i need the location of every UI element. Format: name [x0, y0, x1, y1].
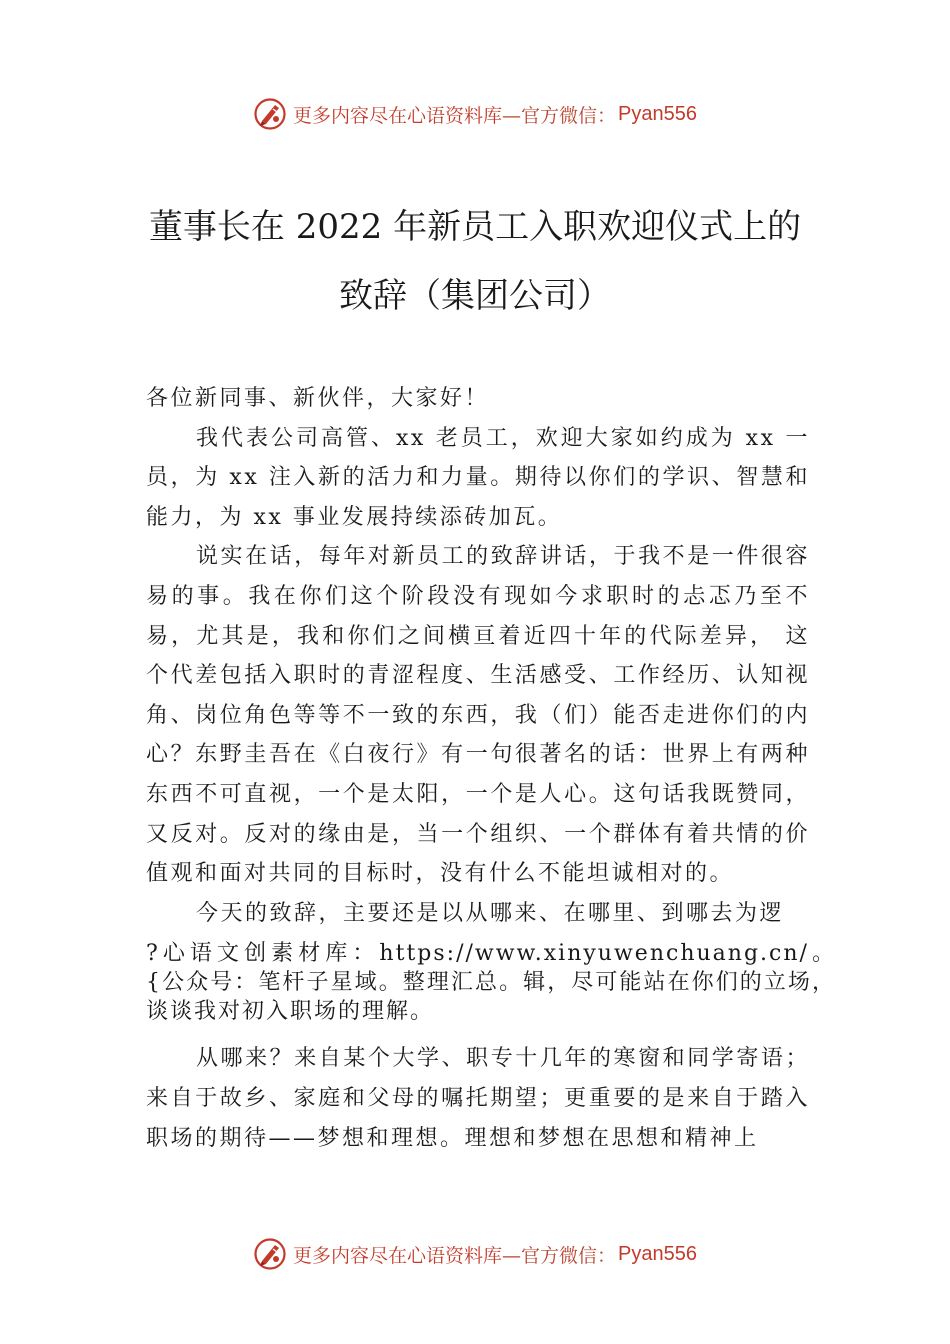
- pen-seal-logo-icon: [253, 97, 287, 131]
- paragraph-outline: 今天的致辞，主要还是以从哪来、在哪里、到哪去为逻: [196, 900, 785, 926]
- banner-account: Pyan556: [618, 102, 697, 125]
- banner-separator: —官方微信：: [502, 1244, 617, 1267]
- paragraph-welcome: 我代表公司高管、xx 老员工，欢迎大家如约成为 xx 一员，为 xx 注入新的活力和力量。期待以你们的学识、智慧和能力，为 xx 事业发展持续添砖加瓦。: [146, 425, 810, 530]
- document-title-line-1: 董事长在 2022 年新员工入职欢迎仪式上的: [148, 207, 802, 247]
- paragraph-outline-continued: ?心语文创素材库：https://www.xinyuwenchuang.cn/。{公众号：笔杆子星域。整理汇总。辑，尽可能站在你们的立场，谈谈我对初入职场的理解。: [146, 941, 836, 1025]
- greeting-paragraph: 各位新同事、新伙伴，大家好！: [146, 386, 490, 411]
- header-banner: [0, 94, 950, 134]
- document-body: [146, 379, 836, 1158]
- footer-banner: [0, 1234, 950, 1274]
- pen-seal-logo-icon: [253, 1237, 287, 1271]
- document-title-line-2: 致辞（集团公司）: [339, 276, 611, 316]
- paragraph-origin: 从哪来？来自某个大学、职专十几年的寒窗和同学寄语；来自于故乡、家庭和父母的嘱托期望；更重要的是来自于踏入职场的期待——梦想和理想。理想和梦想在思想和精神上: [146, 1046, 810, 1151]
- paragraph-reflection: 说实在话，每年对新员工的致辞讲话，于我不是一件很容易的事。我在你们这个阶段没有现如今求职时的忐忑乃至不易，尤其是，我和你们之间横亘着近四十年的代际差异， 这个代差包括入职时的青涩程度、生活感受、工作经历、认知视角、岗位角色等等不一致的东西，我（们）能否走进你们的内心？东野圭吾在《白夜行》有一句很著名的话：世界上有两种东西不可直视，一个是太阳，一个是人心。这句话我既赞同，又反对。反对的缘由是，当一个组织、一个群体有着共情的价值观和面对共同的目标时，没有什么不能坦诚相对的。: [146, 544, 810, 887]
- banner-text: 更多内容尽在心语资料库: [293, 1244, 503, 1267]
- banner-account: Pyan556: [618, 1242, 697, 1265]
- banner-text: 更多内容尽在心语资料库: [293, 104, 503, 127]
- banner-separator: —官方微信：: [502, 104, 617, 127]
